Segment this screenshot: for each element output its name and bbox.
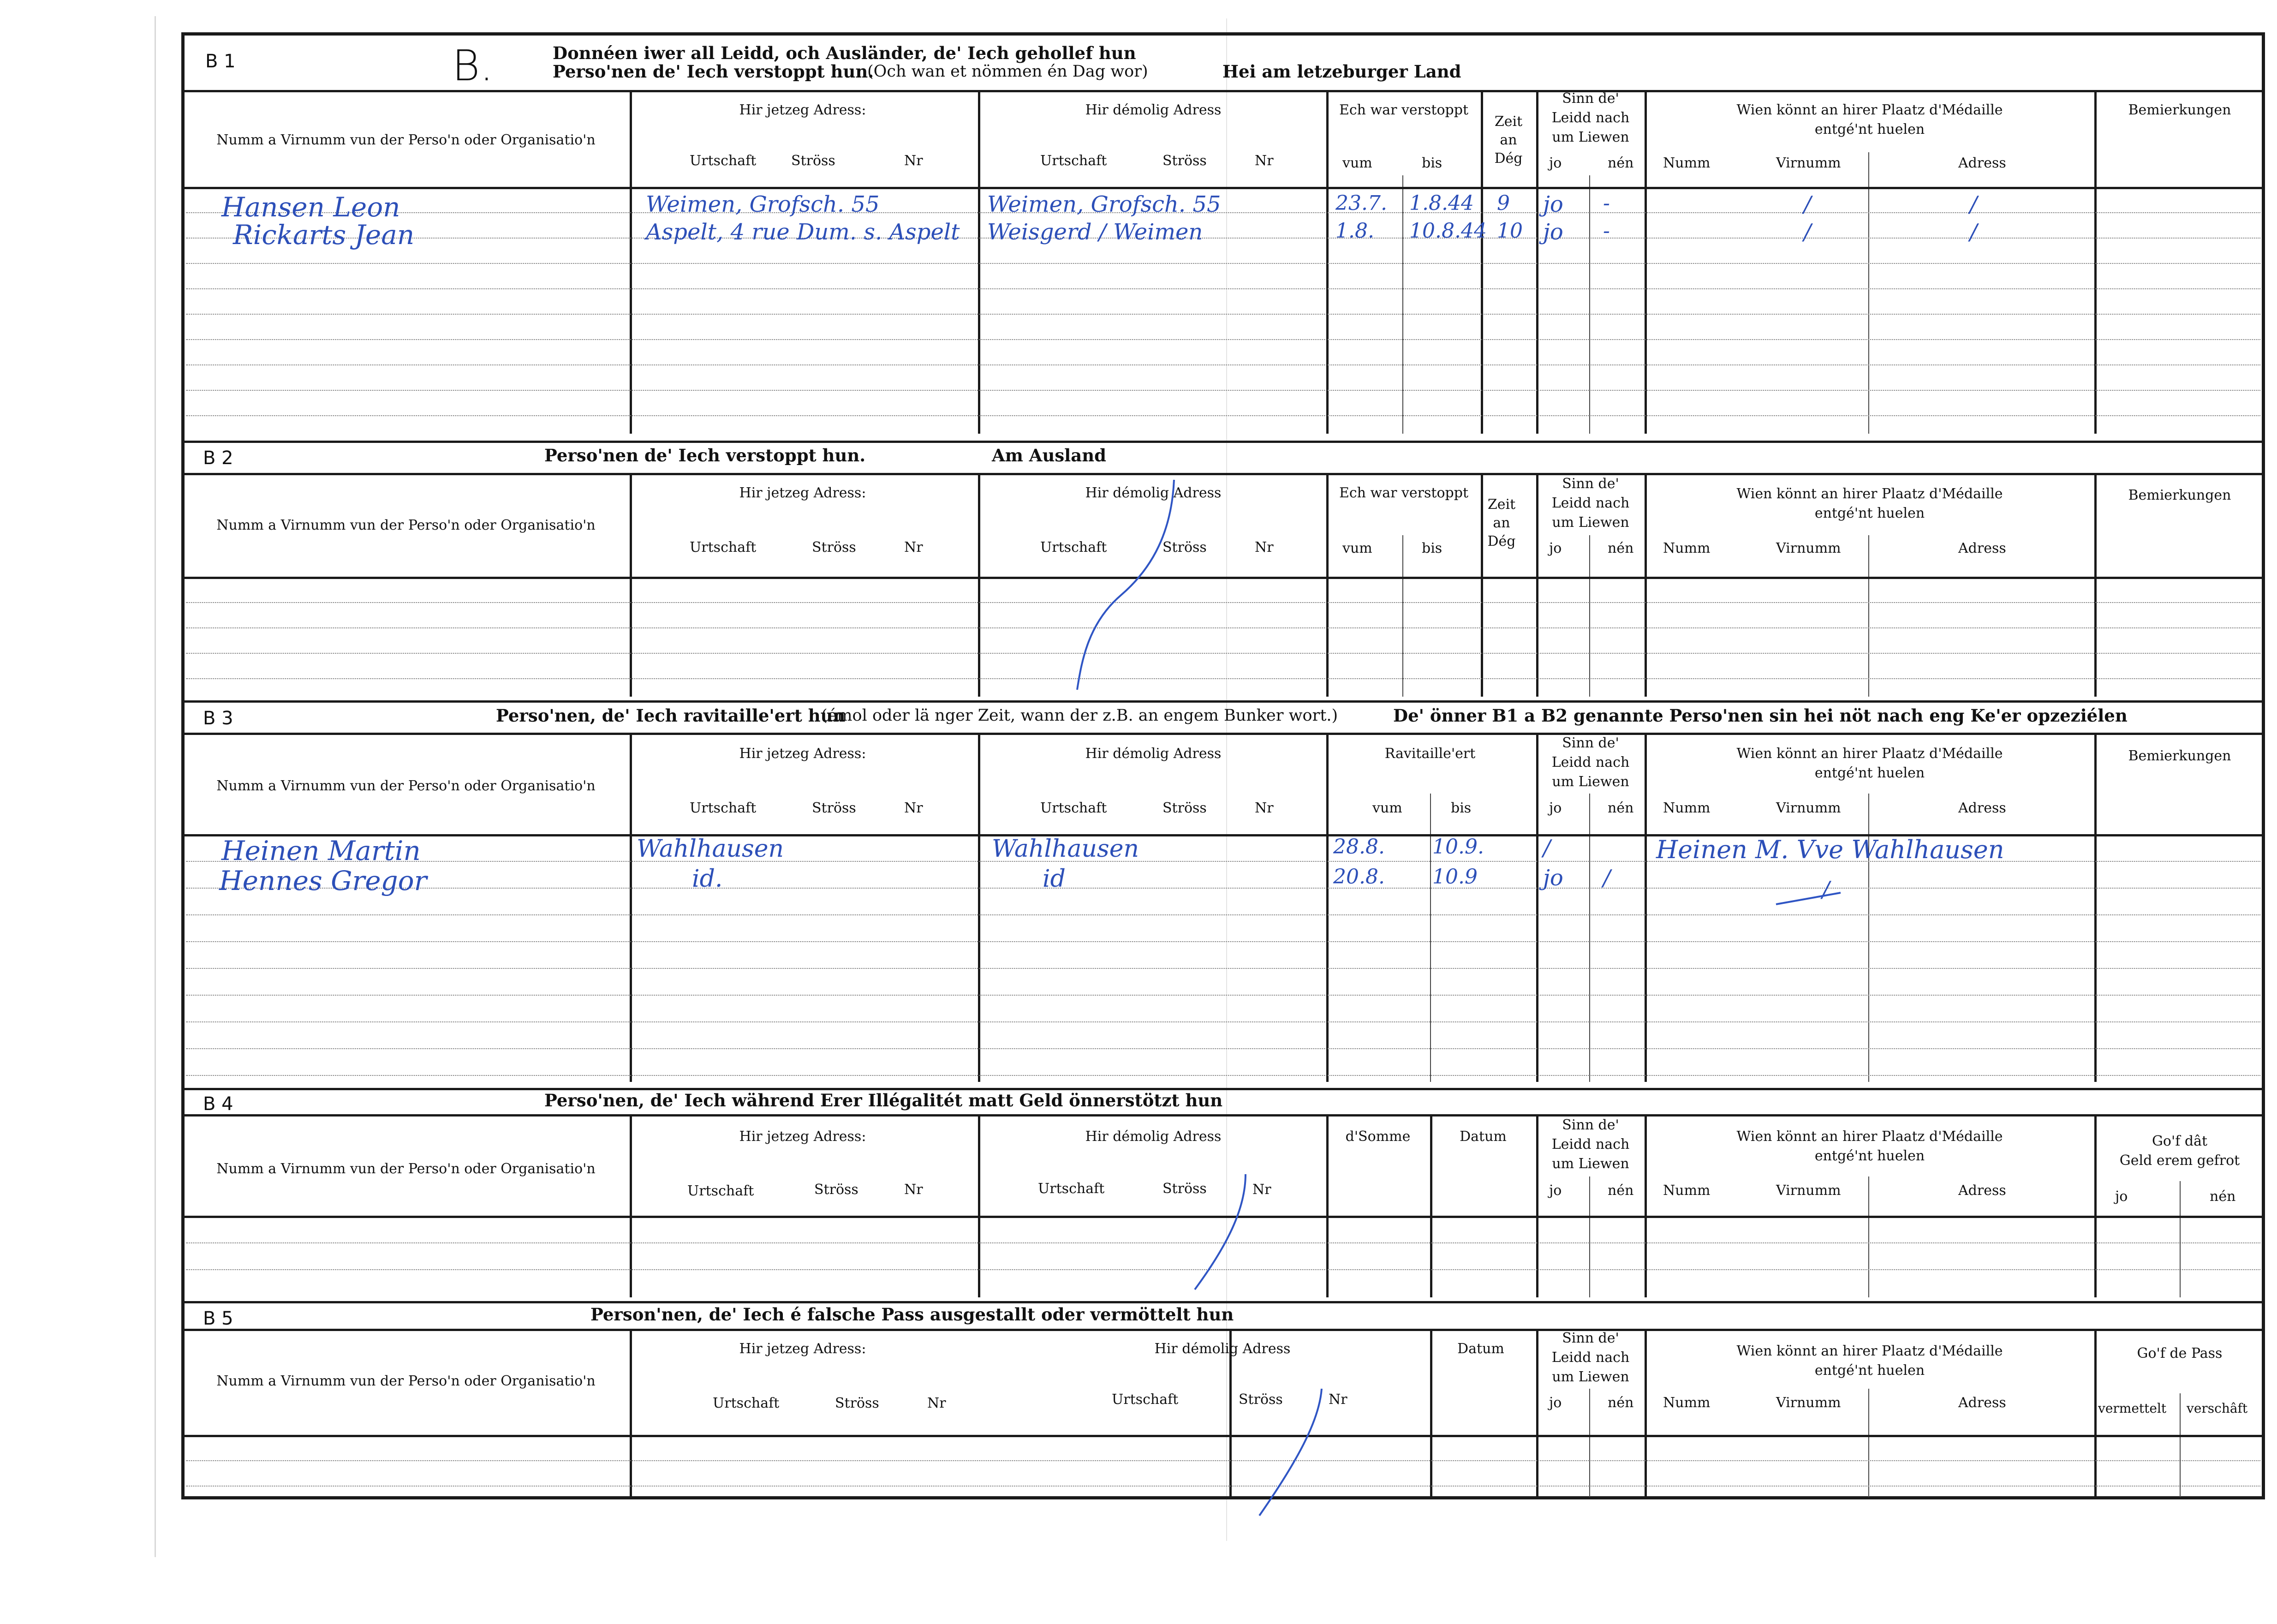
- b2-col-alive2: um Liewen: [1552, 514, 1629, 531]
- b4-sub-nr: Nr: [904, 1182, 923, 1198]
- b2-sub-name: Numm: [1663, 540, 1711, 556]
- b1-sub-place: Urtschaft: [690, 153, 757, 169]
- b3-title: Perso'nen, de' Iech ravitaille'ert hun: [496, 705, 846, 726]
- b1-row-from: 1.8.: [1335, 219, 1374, 243]
- b4-col-current: Hir jetzeg Adress:: [739, 1128, 866, 1145]
- b1-col-time2: Dég: [1494, 150, 1523, 167]
- b3-col-remarks: Bemierkungen: [2128, 748, 2231, 764]
- b1-title-place: Hei am letzeburger Land: [1222, 61, 1461, 82]
- b2-col-alive0: Sinn de': [1562, 476, 1619, 492]
- b4-sub-street: Ströss: [814, 1182, 858, 1198]
- section-letter: B.: [452, 41, 494, 90]
- b1-row-from: 23.7.: [1335, 191, 1387, 215]
- b5-sub-yes: jo: [1549, 1395, 1562, 1411]
- b4-col-medal0: Wien könnt an hirer Plaatz d'Médaille: [1736, 1128, 2003, 1145]
- b1-row-to: 1.8.44: [1409, 191, 1474, 215]
- b2-sub-to: bis: [1422, 540, 1442, 556]
- b2-sub-nr2: Nr: [1255, 539, 1274, 555]
- b1-row-alive: jo: [1543, 219, 1563, 245]
- b1-sub-street: Ströss: [791, 153, 835, 169]
- b1-sub-nr: Nr: [904, 153, 923, 169]
- b1-row-days: 9: [1497, 191, 1510, 215]
- b4-sub-place: Urtschaft: [687, 1183, 754, 1199]
- b2-col-alive1: Leidd nach: [1551, 495, 1630, 511]
- b3-sub-to: bis: [1451, 800, 1472, 816]
- b3-col-current: Hir jetzeg Adress:: [739, 746, 866, 762]
- b1-title-line2: Perso'nen de' Iech verstoppt hun.: [553, 61, 874, 82]
- b3-sub-street: Ströss: [812, 800, 856, 816]
- b5-col-pass: Go'f de Pass: [2137, 1345, 2223, 1361]
- b1-col-alive0: Sinn de': [1562, 90, 1619, 107]
- b2-sub-from: vum: [1342, 540, 1372, 556]
- b3-row-current: Wahlhausen: [637, 835, 784, 863]
- b1-col-medal0: Wien könnt an hirer Plaatz d'Médaille: [1736, 102, 2003, 118]
- b3-col-medal1: entgé'nt huelen: [1814, 765, 1925, 781]
- b1-sub-firstname: Virnumm: [1776, 155, 1841, 171]
- b1-sub-address: Adress: [1958, 155, 2006, 171]
- b1-row-medal1: /: [1804, 219, 1812, 245]
- b1-title-paren: (Och wan et nömmen én Dag wor): [867, 62, 1148, 81]
- b1-sub-name: Numm: [1663, 155, 1711, 171]
- b2-title: Perso'nen de' Iech verstoppt hun.: [544, 445, 866, 466]
- b3-sub-place2: Urtschaft: [1040, 800, 1107, 816]
- b3-row-former: Wahlhausen: [992, 835, 1139, 863]
- b4-col-money1: Geld erem gefrot: [2119, 1152, 2240, 1169]
- b5-sub-made: verschâft: [2187, 1401, 2248, 1416]
- b4-col-name: Numm a Virnumm vun der Perso'n oder Organisatio'n: [216, 1161, 596, 1177]
- b3-row-former: id: [1043, 865, 1066, 893]
- b4-sub-no: nén: [1608, 1182, 1634, 1199]
- b3-col-alive0: Sinn de': [1562, 735, 1619, 751]
- b4-col-alive0: Sinn de': [1562, 1117, 1619, 1133]
- b2-sub-no: nén: [1608, 540, 1634, 556]
- b1-title-line1: Donnéen iwer all Leidd, och Ausländer, de' Iech gehollef hun: [553, 43, 1136, 63]
- b3-row-from: 28.8.: [1333, 835, 1385, 859]
- section-code-b1: B 1: [205, 51, 236, 72]
- b1-sub-yes: jo: [1549, 155, 1562, 171]
- b1-sub-nr2: Nr: [1255, 153, 1274, 169]
- b5-col-date: Datum: [1457, 1341, 1504, 1357]
- b3-col-alive1: Leidd nach: [1551, 754, 1630, 770]
- b3-sub-nr: Nr: [904, 800, 923, 816]
- b5-col-medal1: entgé'nt huelen: [1814, 1362, 1925, 1379]
- b2-sub-firstname: Virnumm: [1776, 540, 1841, 556]
- b1-row-former: Weisgerd / Weimen: [987, 219, 1203, 245]
- b1-sub-street2: Ströss: [1162, 153, 1207, 169]
- b1-row-name: Hansen Leon: [221, 191, 400, 223]
- b3-row-current: id.: [692, 865, 723, 893]
- b3-sub-street2: Ströss: [1162, 800, 1207, 816]
- b1-row-current: Weimen, Grofsch. 55: [646, 191, 880, 217]
- b4-sub-yes: jo: [1549, 1182, 1562, 1199]
- b1-col-hidden: Ech war verstoppt: [1339, 102, 1469, 118]
- b3-row-medal: Heinen M. Vve Wahlhausen: [1656, 835, 2004, 864]
- b3-row-alive: jo: [1543, 865, 1563, 891]
- b1-col-alive1: Leidd nach: [1551, 110, 1630, 126]
- b1-row-name: Rickarts Jean: [233, 219, 415, 251]
- b5-col-medal0: Wien könnt an hirer Plaatz d'Médaille: [1736, 1343, 2003, 1359]
- b1-row-alive: jo: [1543, 191, 1563, 217]
- b3-sub-nr2: Nr: [1255, 800, 1274, 816]
- b3-sub-no: nén: [1608, 800, 1634, 816]
- b3-col-alive2: um Liewen: [1552, 774, 1629, 790]
- b3-col-former: Hir démolig Adress: [1085, 746, 1222, 762]
- b5-sub-name: Numm: [1663, 1395, 1711, 1411]
- b2-col-medal1: entgé'nt huelen: [1814, 505, 1925, 521]
- b1-row-no: -: [1603, 219, 1610, 243]
- b1-sub-no: nén: [1608, 155, 1634, 171]
- b1-col-alive2: um Liewen: [1552, 129, 1629, 145]
- b4-col-sum: d'Somme: [1345, 1128, 1411, 1145]
- b5-sub-street: Ströss: [835, 1395, 879, 1411]
- b4-sub-firstname: Virnumm: [1776, 1182, 1841, 1199]
- b4-sub-street2: Ströss: [1162, 1181, 1207, 1197]
- b3-sub-place: Urtschaft: [690, 800, 757, 816]
- b3-title-note: De' önner B1 a B2 genannte Perso'nen sin hei nöt nach eng Ke'er opzeziélen: [1393, 705, 2128, 726]
- b5-sub-place2: Urtschaft: [1112, 1391, 1179, 1408]
- b3-row-to: 10.9.: [1432, 835, 1484, 859]
- b3-row-medal: /: [1822, 877, 1830, 902]
- b2-col-former: Hir démolig Adress: [1085, 485, 1222, 501]
- b1-row-days: 10: [1497, 219, 1523, 243]
- section-code-b5: B 5: [203, 1308, 233, 1329]
- b4-sub-no2: nén: [2210, 1188, 2236, 1205]
- section-code-b4: B 4: [203, 1093, 233, 1115]
- b1-col-remarks: Bemierkungen: [2128, 102, 2231, 118]
- b1-sub-from: vum: [1342, 155, 1372, 171]
- b2-col-name: Numm a Virnumm vun der Perso'n oder Organisatio'n: [216, 517, 596, 533]
- b4-col-date: Datum: [1460, 1128, 1507, 1145]
- b1-row-medal1: /: [1804, 191, 1812, 217]
- b3-row-no: /: [1603, 865, 1611, 891]
- b5-sub-address: Adress: [1958, 1395, 2006, 1411]
- b3-row-name: Heinen Martin: [221, 835, 421, 866]
- b3-sub-firstname: Virnumm: [1776, 800, 1841, 816]
- b2-sub-nr: Nr: [904, 539, 923, 555]
- b2-col-remarks: Bemierkungen: [2128, 487, 2231, 503]
- b2-col-medal0: Wien könnt an hirer Plaatz d'Médaille: [1736, 486, 2003, 502]
- b3-sub-name: Numm: [1663, 800, 1711, 816]
- b4-sub-yes2: jo: [2115, 1188, 2128, 1205]
- b2-col-current: Hir jetzeg Adress:: [739, 485, 866, 501]
- b2-sub-place: Urtschaft: [690, 539, 757, 555]
- b4-title: Perso'nen, de' Iech während Erer Illégalitét matt Geld önnerstötzt hun: [544, 1090, 1223, 1111]
- b1-col-current: Hir jetzeg Adress:: [739, 102, 866, 118]
- b1-row-no: -: [1603, 191, 1610, 215]
- b5-col-alive2: um Liewen: [1552, 1369, 1629, 1385]
- b3-row-to: 10.9: [1432, 865, 1478, 889]
- b2-sub-street2: Ströss: [1162, 539, 1207, 555]
- b1-row-medal2: /: [1970, 191, 1978, 217]
- b5-col-former: Hir démolig Adress: [1154, 1341, 1291, 1357]
- b4-col-former: Hir démolig Adress: [1085, 1128, 1222, 1145]
- b5-sub-place: Urtschaft: [713, 1395, 780, 1411]
- b2-title-place: Am Ausland: [992, 445, 1106, 466]
- b3-sub-yes: jo: [1549, 800, 1562, 816]
- b5-col-current: Hir jetzeg Adress:: [739, 1341, 866, 1357]
- b4-col-alive2: um Liewen: [1552, 1156, 1629, 1172]
- b1-row-to: 10.8.44: [1409, 219, 1487, 243]
- b5-sub-issued: vermettelt: [2098, 1401, 2167, 1416]
- b4-col-alive1: Leidd nach: [1551, 1136, 1630, 1152]
- b5-col-alive0: Sinn de': [1562, 1330, 1619, 1346]
- section-code-b3: B 3: [203, 708, 233, 729]
- b5-col-alive1: Leidd nach: [1551, 1349, 1630, 1366]
- b1-row-medal2: /: [1970, 219, 1978, 245]
- b3-col-name: Numm a Virnumm vun der Perso'n oder Organisatio'n: [216, 778, 596, 794]
- b2-sub-address: Adress: [1958, 540, 2006, 556]
- b5-sub-no: nén: [1608, 1395, 1634, 1411]
- b3-title-paren: (émol oder lä nger Zeit, wann der z.B. an engem Bunker wort.): [821, 706, 1338, 725]
- b3-row-from: 20.8.: [1333, 865, 1385, 889]
- b1-row-current: Aspelt, 4 rue Dum. s. Aspelt: [646, 219, 960, 245]
- b1-sub-to: bis: [1422, 155, 1442, 171]
- b2-col-time2: Dég: [1487, 533, 1516, 549]
- b1-col-name: Numm a Virnumm vun der Perso'n oder Organisatio'n: [216, 132, 596, 148]
- b1-col-time0: Zeit: [1494, 113, 1523, 130]
- b5-col-name: Numm a Virnumm vun der Perso'n oder Organisatio'n: [216, 1373, 596, 1389]
- b5-sub-nr2: Nr: [1329, 1391, 1347, 1408]
- b3-row-name: Hennes Gregor: [219, 865, 427, 896]
- b5-sub-firstname: Virnumm: [1776, 1395, 1841, 1411]
- b2-sub-place2: Urtschaft: [1040, 539, 1107, 555]
- b2-col-hidden: Ech war verstoppt: [1339, 485, 1469, 501]
- b3-col-medal0: Wien könnt an hirer Plaatz d'Médaille: [1736, 746, 2003, 762]
- b5-sub-street2: Ströss: [1239, 1391, 1283, 1408]
- b4-col-money0: Go'f dât: [2152, 1133, 2208, 1149]
- b5-sub-nr: Nr: [927, 1395, 946, 1411]
- b1-col-medal1: entgé'nt huelen: [1814, 121, 1925, 137]
- b5-title: Person'nen, de' Iech é falsche Pass ausgestallt oder vermöttelt hun: [590, 1304, 1234, 1325]
- b2-sub-street: Ströss: [812, 539, 856, 555]
- section-code-b2: B 2: [203, 448, 233, 469]
- b1-col-time1: an: [1500, 132, 1517, 148]
- b2-sub-yes: jo: [1549, 540, 1562, 556]
- b1-sub-place2: Urtschaft: [1040, 153, 1107, 169]
- b4-sub-place2: Urtschaft: [1038, 1181, 1105, 1197]
- b3-col-supplied: Ravitaille'ert: [1384, 746, 1476, 762]
- b4-sub-name: Numm: [1663, 1182, 1711, 1199]
- b2-col-time1: an: [1493, 515, 1510, 531]
- b4-col-medal1: entgé'nt huelen: [1814, 1148, 1925, 1164]
- b3-row-alive: /: [1543, 835, 1551, 861]
- b2-col-time0: Zeit: [1487, 496, 1516, 513]
- b1-row-former: Weimen, Grofsch. 55: [987, 191, 1221, 217]
- b3-sub-address: Adress: [1958, 800, 2006, 816]
- b4-sub-nr2: Nr: [1252, 1182, 1271, 1198]
- b1-col-former: Hir démolig Adress: [1085, 102, 1222, 118]
- b4-sub-address: Adress: [1958, 1182, 2006, 1199]
- b3-sub-from: vum: [1372, 800, 1402, 816]
